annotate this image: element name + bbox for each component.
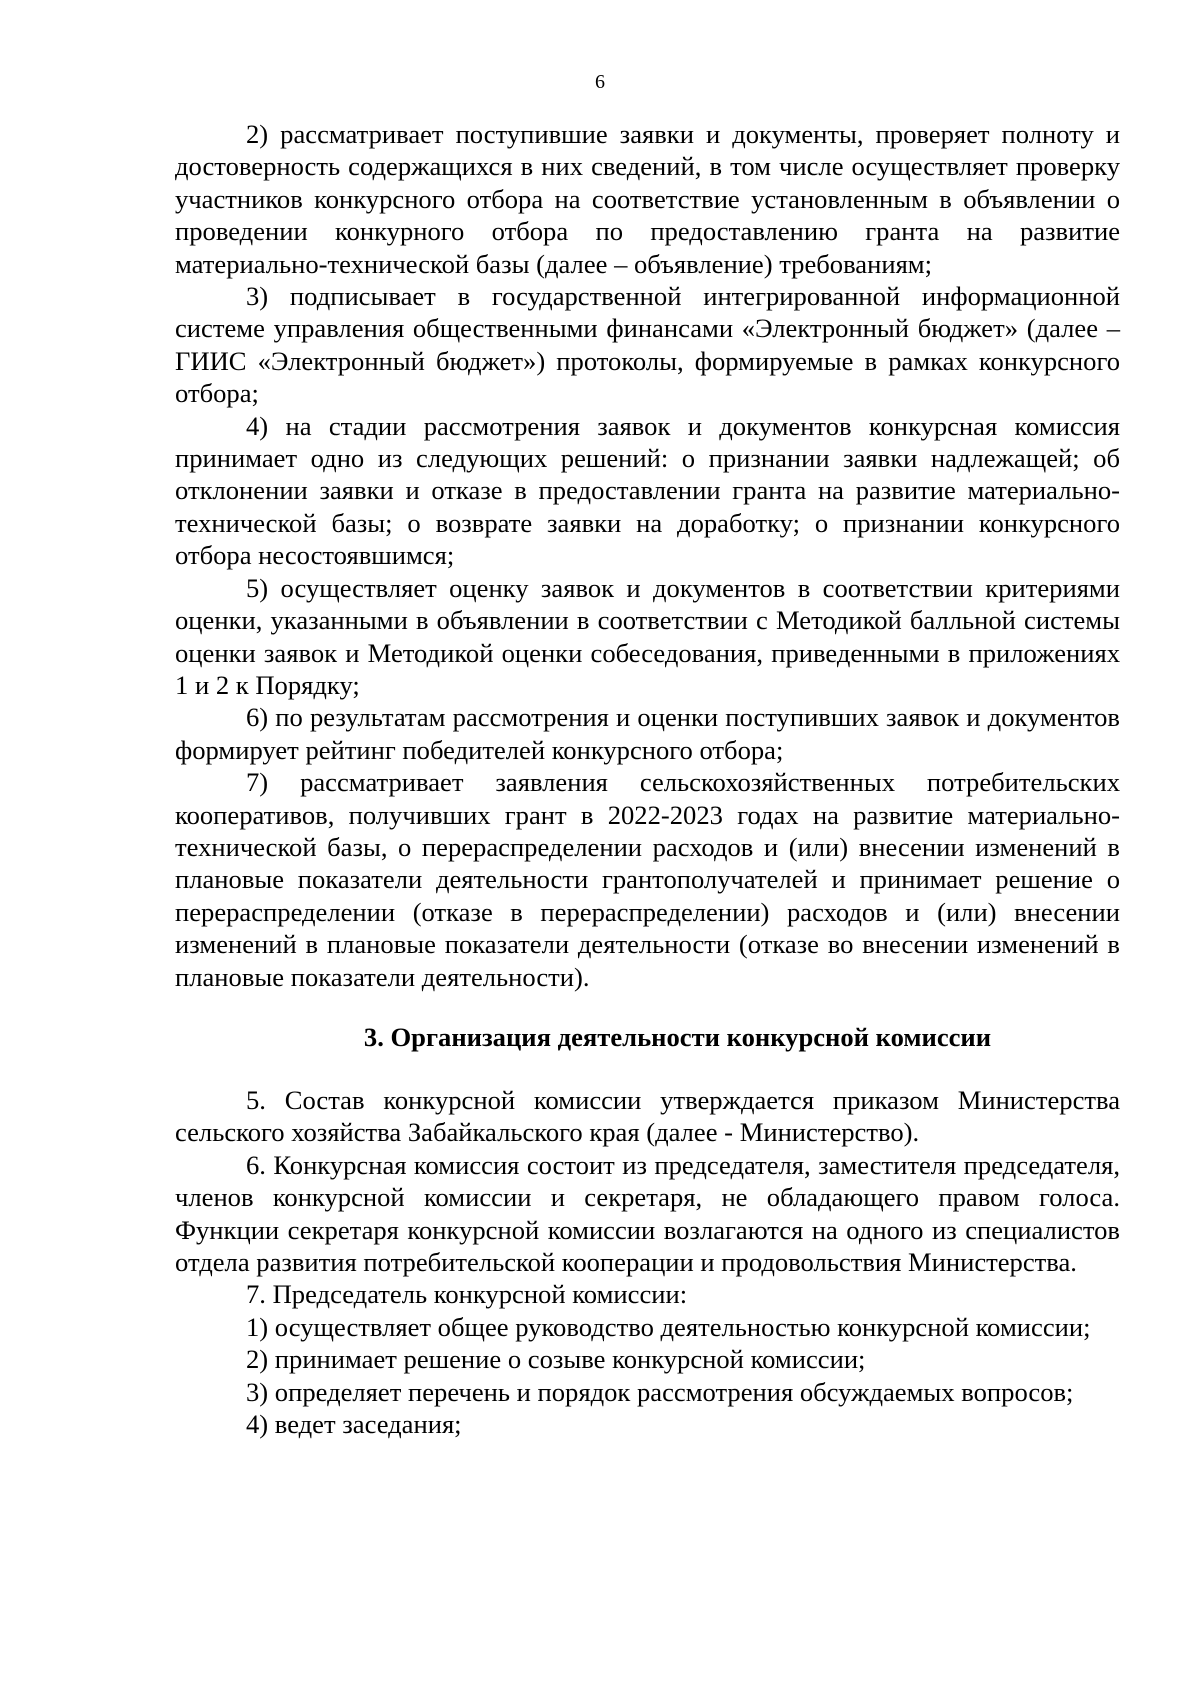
paragraph: 3) определяет перечень и порядок рассмотрения обсуждаемых вопросов; (246, 1376, 1074, 1407)
paragraph: 5) осуществляет оценку заявок и документов в соответствии критериями оценки, указанными в объявлении в соответствии с Методикой балльной системы оценки заявок и Методикой оценки собеседования, приведенными в приложениях 1 и 2 к Порядку; (175, 572, 1120, 700)
paragraph: 1) осуществляет общее руководство деятельностью конкурсной комиссии; (246, 1311, 1091, 1342)
paragraph: 4) на стадии рассмотрения заявок и документов конкурсная комиссия принимает одно из следующих решений: о признании заявки надлежащей; об отклонении заявки и отказе в предоставлении гранта на развитие материально-технической базы; о возврате заявки на доработку; о признании конкурсного отбора несостоявшимся; (175, 410, 1120, 571)
paragraph: 5. Состав конкурсной комиссии утверждается приказом Министерства сельского хозяйства Забайкальского края (далее - Министерство). (175, 1084, 1120, 1148)
paragraph: 2) рассматривает поступившие заявки и документы, проверяет полноту и достоверность содержащихся в них сведений, в том числе осуществляет проверку участников конкурсного отбора на соответствие установленным в объявлении о проведении конкурного отбора по предоставлению гранта на развитие материально-технической базы (далее – объявление) требованиям; (175, 119, 1120, 279)
page-number: 6 (595, 71, 605, 93)
paragraph: 7. Председатель конкурсной комиссии: (246, 1279, 688, 1310)
paragraph: 2) принимает решение о созыве конкурсной комиссии; (246, 1344, 866, 1375)
paragraph: 6. Конкурсная комиссия состоит из председателя, заместителя председателя, членов конкурсной комиссии и секретаря, не обладающего правом голоса. Функции секретаря конкурсной комиссии возлагаются на одного из специалистов отдела развития потребительской кооперации и продовольствия Министерства. (175, 1149, 1120, 1277)
paragraph: 3) подписывает в государственной интегрированной информационной системе управления общественными финансами «Электронный бюджет» (далее – ГИИС «Электронный бюджет») протоколы, формируемые в рамках конкурсного отбора; (175, 281, 1120, 409)
section-heading: 3. Организация деятельности конкурсной комиссии (363, 1021, 992, 1052)
paragraph: 7) рассматривает заявления сельскохозяйственных потребительских кооперативов, получивших грант в 2022-2023 годах на развитие материально-технической базы, о перераспределении расходов и (или) внесении изменений в плановые показатели деятельности грантополучателей и принимает решение о перераспределении (отказе в перераспределении) расходов и (или) внесении изменений в плановые показатели деятельности (отказе во внесении изменений в плановые показатели деятельности). (175, 767, 1120, 992)
paragraph: 4) ведет заседания; (246, 1409, 462, 1440)
paragraph: 6) по результатам рассмотрения и оценки поступивших заявок и документов формирует рейтинг победителей конкурсного отбора; (175, 702, 1120, 765)
document-body (175, 118, 1120, 1440)
